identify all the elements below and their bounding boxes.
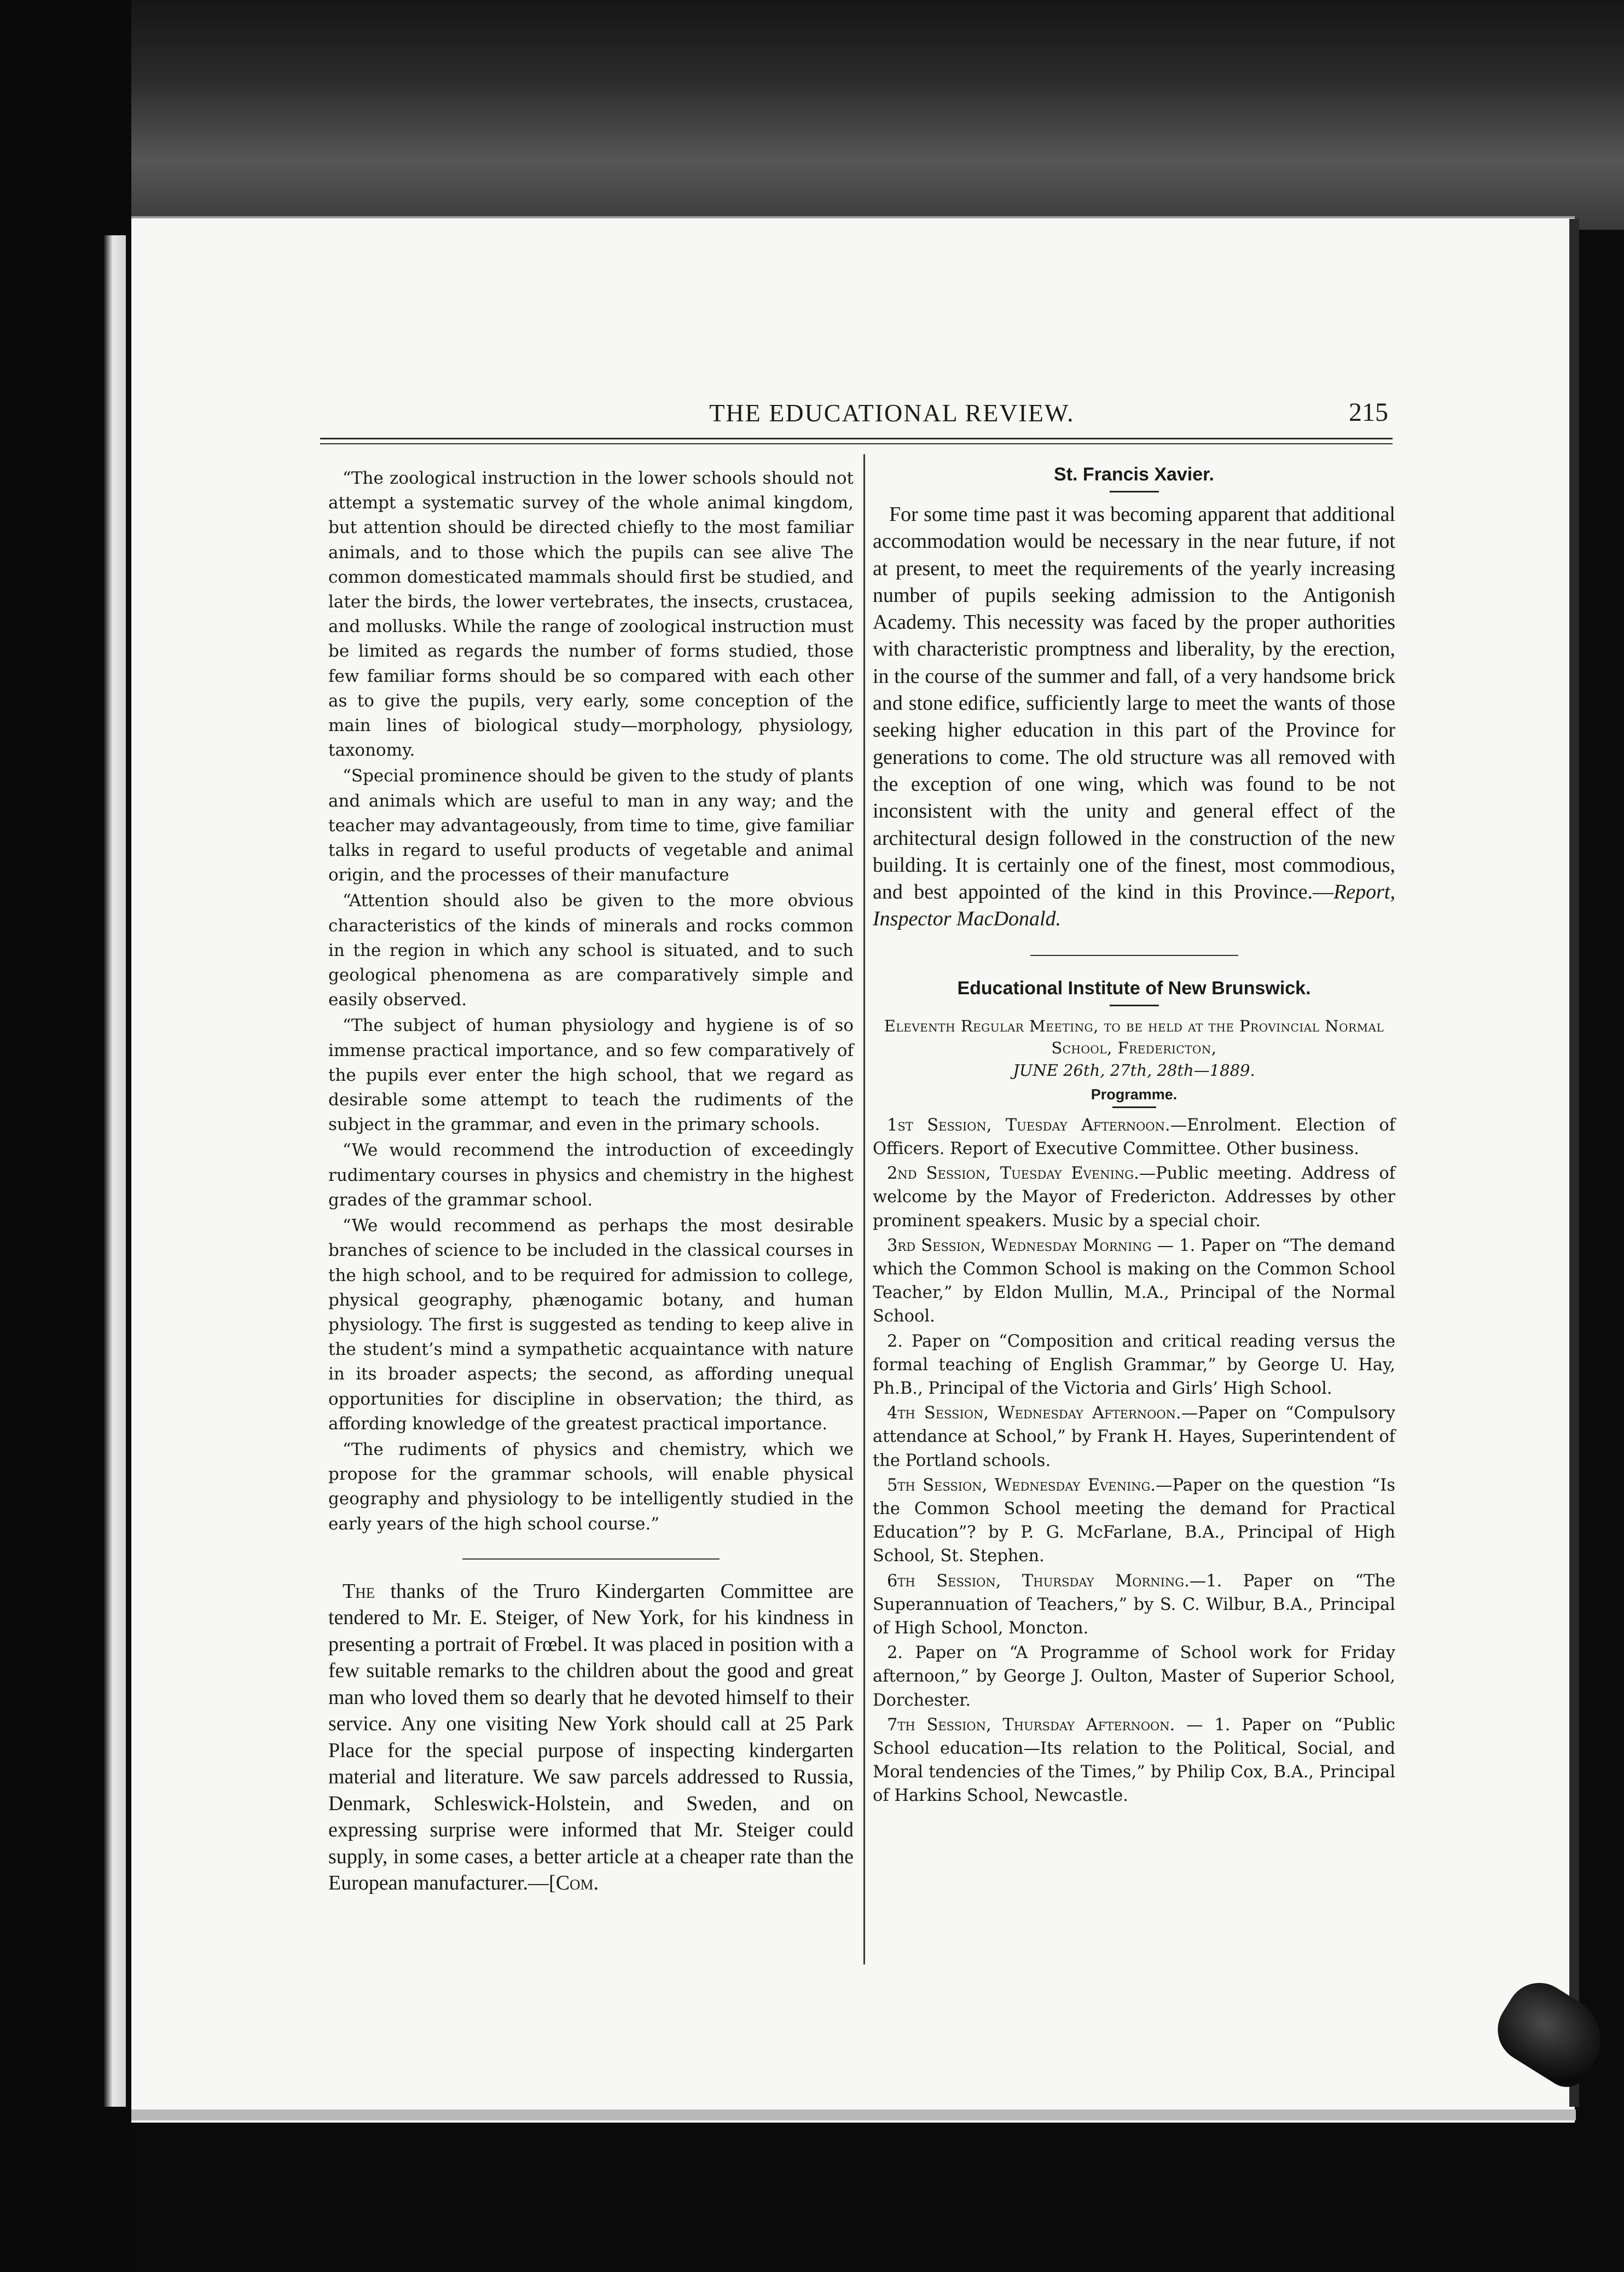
programme-item [873, 1234, 1395, 1329]
institute-heading: Educational Institute of New Brunswick. [957, 977, 1311, 999]
programme-item [873, 1114, 1395, 1161]
column-divider [863, 454, 865, 1964]
session-text: —Public meeting. Address of welcome by the Mayor of Fredericton. Addresses by other prominent speakers. Music by a special choir. [873, 1164, 1395, 1231]
session-text: —Paper on “Compulsory attendance at School,” by Frank H. Hayes, Superintendent of the Portland schools. [873, 1404, 1395, 1470]
session-text: 2. Paper on “Composition and critical reading versus the formal teaching of English Grammar,” by George U. Hay, Ph.B., Principal of the Victoria and Girls’ High School. [873, 1331, 1395, 1398]
quote-paragraph: “The subject of human physiology and hygiene is of so immense practical importance, and so few comparatively of the pupils ever enter the high school, that we regard as desirable some attempt to teach the rudiments of the subject in the grammar, and even in the primary schools. [328, 1016, 854, 1135]
quote-paragraph: “Attention should also be given to the more obvious characteristics of the kinds of minerals and rocks common in the region in which any school is situated, and to such geological phenomena as are comparatively simple and easily observed. [328, 891, 854, 1010]
session-label: 2nd Session, Tuesday Evening. [887, 1164, 1139, 1184]
quote-paragraph: “We would recommend the introduction of exceedingly rudimentary courses in physics and chemistry in the highest grades of the grammar school. [328, 1140, 854, 1210]
journal-title: THE EDUCATIONAL REVIEW. [709, 399, 1075, 427]
truro-body: thanks of the Truro Kindergarten Committee are tendered to Mr. E. Steiger, of New York, for his kindness in presenting a portrait of Frœbel. It was placed in position with a few suitable remarks to the children about the good and great man who loved them so dearly that he devoted himself to their service. Any one visiting New York should call at 25 Park Place for the special purpose of inspecting kindergarten material and literature. We saw parcels addressed to Russia, Denmark, Schleswick-Holstein, and Sweden, and on expressing surprise were informed that Mr. Steiger could supply, in some cases, a better article at a cheaper rate than the European manufacturer.—[ [328, 1579, 854, 1895]
previous-page-edge [104, 235, 126, 2107]
section-separator [1030, 955, 1238, 956]
quote-paragraph: “The zoological instruction in the lower schools should not attempt a systematic survey of the whole animal kingdom, but attention should be directed chiefly to the most familiar animals, and to those which the pupils can see alive The common domesticated mammals should first be studied, and later the birds, the lower vertebrates, the insects, crustacea, and mollusks. While the range of zoological instruction must be limited as regards the number of forms studied, those few familiar forms should be so compared with each other as to give the pupils, very early, some conception of the main lines of biological study—morphology, physiology, taxonomy. [328, 468, 854, 761]
page-bottom-edge [131, 2109, 1576, 2120]
quote-paragraph: “We would recommend as perhaps the most desirable branches of science to be included in the classical courses in the high school, and to be required for admission to college, physical geography, phænogamic botany, and human physiology. The first is suggested as tending to keep alive in the student’s mind a sympathetic acquaintance with nature in its broader aspects; the second, as affording unequal opportunities for discipline in observation; the third, as affording knowledge of the greatest practical importance. [328, 1216, 854, 1434]
page-right-edge [1569, 219, 1579, 2107]
xavier-source: Report, Inspector MacDonald. [873, 880, 1395, 931]
heading-rule [1110, 491, 1159, 492]
session-label: 3rd Session, Wednesday Morning [887, 1236, 1152, 1255]
programme-rule [1112, 1106, 1156, 1108]
programme-item [873, 1474, 1395, 1568]
xavier-heading: St. Francis Xavier. [1054, 464, 1214, 485]
left-column [328, 466, 854, 1897]
programme-item [873, 1162, 1395, 1233]
session-text: — 1. Paper on “The demand which the Common School is making on the Common School Teacher,” by Eldon Mullin, M.A., Principal of the Normal School. [873, 1236, 1395, 1326]
heading-rule [1110, 1005, 1159, 1006]
meeting-dates: JUNE 26th, 27th, 28th—1889. [1013, 1060, 1255, 1080]
scan-background-top [0, 0, 1624, 230]
xavier-body: For some time past it was becoming apparent that additional accommodation would be necessary in the near future, if not at present, to meet the requirements of the yearly increasing number of pupils seeking admission to the Antigonish Academy. This necessity was faced by the proper authorities with characteristic promptness and liberality, by the erection, in the course of the summer and fall, of a very handsome brick and stone edifice, sufficiently large to meet the wants of those seeking higher education in this part of the Province for generations to come. The old structure was all removed with the exception of one wing, which was found to be not inconsistent with the unity and general effect of the architectural design followed in the construction of the new building. It is certainly one of the finest, most commodious, and best appointed of the kind in this Province.— [873, 503, 1395, 904]
quote-paragraph: “The rudiments of physics and chemistry, which we propose for the grammar schools, will enable physical geography and physiology to be intelligently studied in the early years of the high school course.” [328, 1439, 854, 1534]
header-rule [320, 438, 1393, 439]
session-text: —Paper on the question “Is the Common School meeting the demand for Practical Education”? by P. G. McFarlane, B.A., Principal of High School, St. Stephen. [873, 1475, 1396, 1566]
running-head [320, 396, 1393, 434]
meeting-announcement: Eleventh Regular Meeting, to be held at the Provincial Normal School, Fredericton, [884, 1016, 1384, 1057]
session-text: — 1. Paper on “Public School education—Its relation to the Political, Social, and Moral tendencies of the Times,” by Philip Cox, B.A., Principal of Harkins School, Newcastle. [873, 1715, 1395, 1806]
programme-item [873, 1401, 1395, 1473]
programme-item [873, 1569, 1395, 1641]
session-label: 4th Session, Wednesday Afternoon. [887, 1404, 1181, 1423]
programme-item [873, 1641, 1395, 1712]
page-number: 215 [1349, 398, 1388, 427]
session-text: —1. Paper on “The Superannuation of Teachers,” by S. C. Wilbur, B.A., Principal of High School, Moncton. [873, 1571, 1395, 1638]
programme-item [873, 1713, 1395, 1808]
xavier-paragraph [873, 501, 1395, 933]
programme-heading: Programme. [1091, 1086, 1178, 1103]
session-text: 2. Paper on “A Programme of School work for Friday afternoon,” by George J. Oulton, Master of Superior School, Dorchester. [873, 1643, 1395, 1710]
truro-lead-word: The [343, 1579, 375, 1603]
section-separator [462, 1558, 720, 1560]
quote-paragraph: “Special prominence should be given to the study of plants and animals which are useful to man in any way; and the teacher may advantageously, from time to time, give familiar talks in regard to useful products of vegetable and animal origin, and the processes of their manufacture [328, 766, 854, 885]
session-label: 6th Session, Thursday Morning. [887, 1571, 1190, 1591]
truro-kindergarten-paragraph [328, 1578, 854, 1897]
header-rule-double [320, 443, 1393, 444]
session-label: 7th Session, Thursday Afternoon. [887, 1715, 1175, 1735]
right-column [873, 464, 1395, 1808]
session-label: 1st Session, Tuesday Afternoon. [887, 1115, 1170, 1135]
session-label: 5th Session, Wednesday Evening. [887, 1475, 1156, 1495]
programme-item [873, 1330, 1395, 1401]
session-text: —Enrolment. Election of Officers. Report of Executive Committee. Other business. [873, 1115, 1395, 1158]
truro-signature: Com. [555, 1871, 599, 1895]
